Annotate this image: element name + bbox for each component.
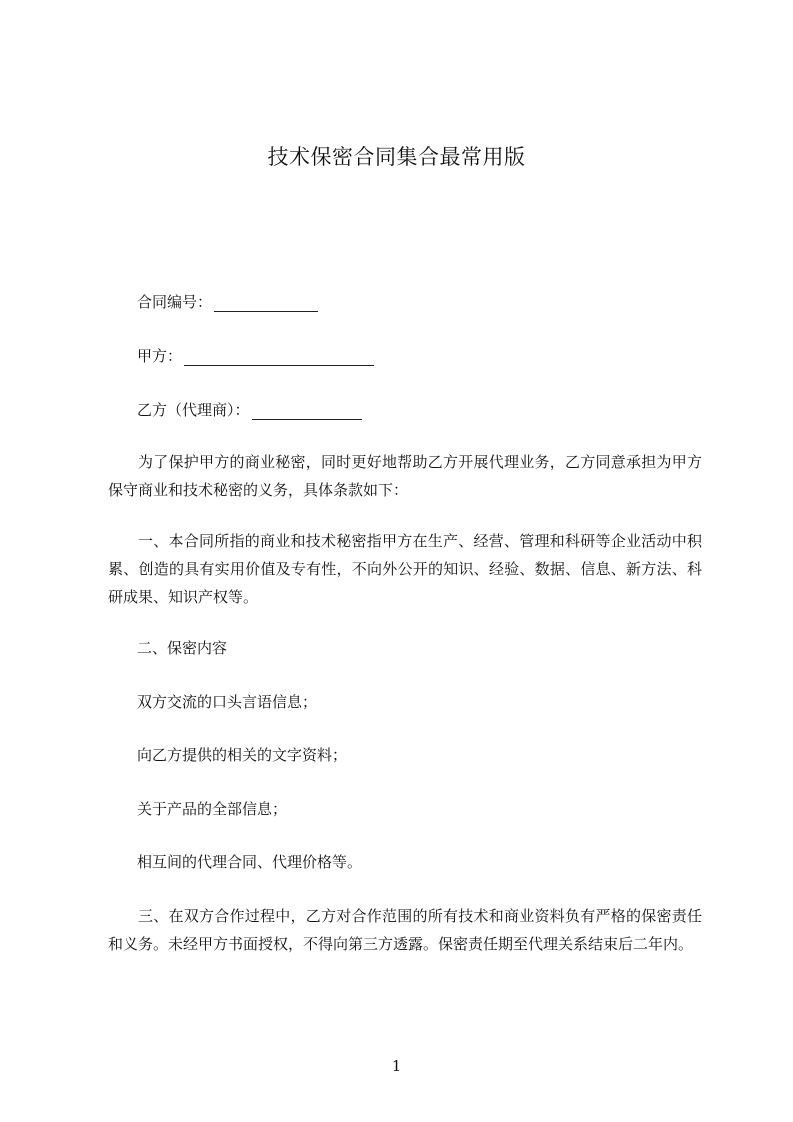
contract-number-label: 合同编号： xyxy=(137,293,213,311)
page-number: 1 xyxy=(391,1057,402,1075)
document-title: 技术保密合同集合最常用版 xyxy=(267,145,526,169)
confidential-item-3: 关于产品的全部信息； xyxy=(137,800,288,818)
contract-number-blank xyxy=(214,295,318,312)
party-b-blank xyxy=(252,403,362,420)
party-b-label: 乙方（代理商）： xyxy=(137,401,250,419)
party-b-field xyxy=(137,400,362,420)
clause-1-paragraph: 一、本合同所指的商业和技术秘密指甲方在生产、经营、管理和科研等企业活动中积累、创造的具有实用价值及专有性，不向外公开的知识、经验、数据、信息、新方法、科研成果、知识产权等。 xyxy=(108,532,702,606)
confidential-item-1: 双方交流的口头言语信息； xyxy=(137,693,318,711)
party-a-label: 甲方： xyxy=(137,347,183,365)
party-a-field xyxy=(137,346,374,366)
intro-paragraph: 为了保护甲方的商业秘密，同时更好地帮助乙方开展代理业务，乙方同意承担为甲方保守商业和技术秘密的义务，具体条款如下： xyxy=(108,453,702,499)
party-a-blank xyxy=(184,349,374,366)
confidential-item-4: 相互间的代理合同、代理价格等。 xyxy=(137,853,363,871)
confidential-item-2: 向乙方提供的相关的文字资料； xyxy=(137,746,348,764)
contract-number-field xyxy=(137,292,318,312)
clause-3-paragraph: 三、在双方合作过程中，乙方对合作范围的所有技术和商业资料负有严格的保密责任和义务。未经甲方书面授权，不得向第三方透露。保密责任期至代理关系结束后二年内。 xyxy=(108,907,702,953)
clause-2-heading: 二、保密内容 xyxy=(137,639,228,657)
